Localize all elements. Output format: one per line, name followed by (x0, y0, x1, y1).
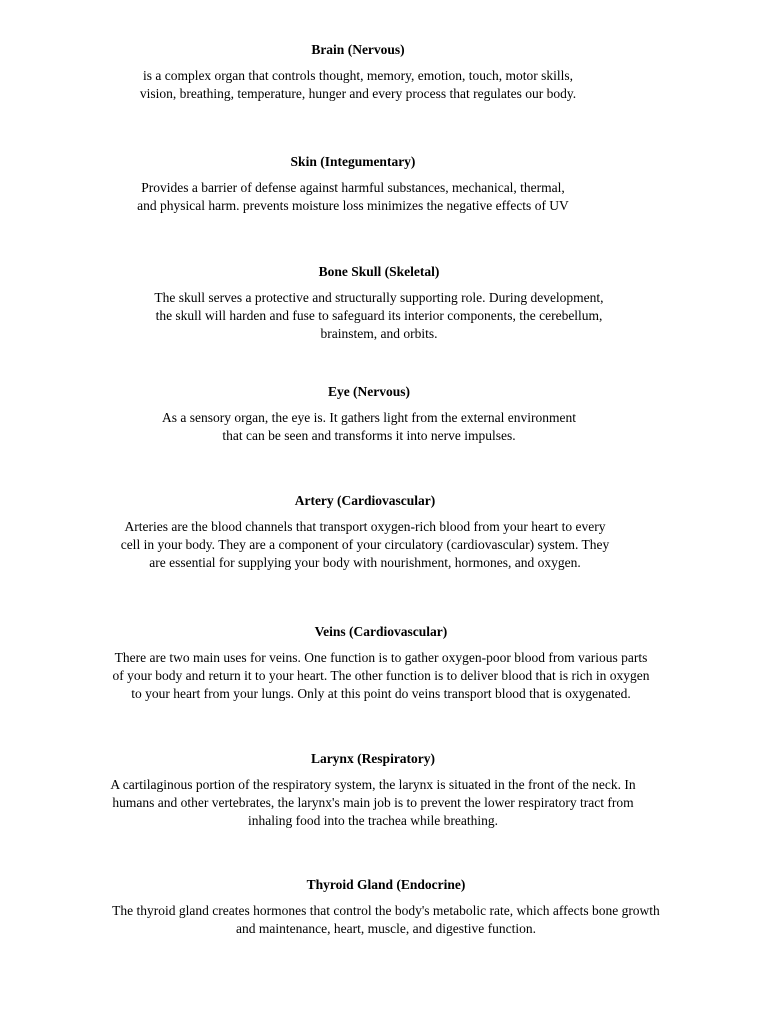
body-line: cell in your body. They are a component of your circulatory (cardiovascular) system. They (120, 537, 610, 552)
body-line: inhaling food into the trachea while breathing. (247, 813, 499, 828)
body-line: Arteries are the blood channels that transport oxygen-rich blood from your heart to every (124, 519, 606, 534)
body-line: is a complex organ that controls thought, memory, emotion, touch, motor skills, (142, 68, 574, 83)
body-line: As a sensory organ, the eye is. It gathers light from the external environment (161, 410, 576, 425)
body-line: and physical harm. prevents moisture loss minimizes the negative effects of UV (137, 198, 569, 213)
section-skin (40, 153, 666, 215)
section-eye (60, 383, 678, 445)
body-line: brainstem, and orbits. (320, 326, 438, 341)
body-line: and maintenance, heart, muscle, and digestive function. (236, 921, 536, 936)
body-line: of your body and return it to your heart. The other function is to deliver blood that is rich in oxygen (112, 668, 650, 683)
section-body (40, 518, 690, 572)
section-body (40, 67, 676, 103)
body-line: the skull will harden and fuse to safeguard its interior components, the cerebellum, (155, 308, 603, 323)
body-line: that can be seen and transforms it into nerve impulses. (222, 428, 516, 443)
body-line: The thyroid gland creates hormones that control the body's metabolic rate, which affects bone growth (112, 903, 660, 918)
section-title: Veins (Cardiovascular) (314, 624, 448, 639)
section-body (60, 289, 698, 343)
section-artery (40, 492, 690, 572)
body-line: A cartilaginous portion of the respiratory system, the larynx is situated in the front of the neck. In (110, 777, 636, 792)
body-line: Provides a barrier of defense against harmful substances, mechanical, thermal, (141, 180, 565, 195)
section-veins (40, 623, 722, 703)
section-title: Artery (Cardiovascular) (294, 493, 436, 508)
body-line: humans and other vertebrates, the larynx's main job is to prevent the lower respiratory tract from (112, 795, 634, 810)
section-body (40, 902, 732, 938)
section-body (40, 179, 666, 215)
section-title: Larynx (Respiratory) (310, 751, 436, 766)
section-body (60, 409, 678, 445)
section-thyroid-gland (40, 876, 732, 938)
body-line: are essential for supplying your body with nourishment, hormones, and oxygen. (149, 555, 581, 570)
section-title: Skin (Integumentary) (290, 154, 416, 169)
body-line: The skull serves a protective and structurally supporting role. During development, (154, 290, 604, 305)
section-bone-skull (60, 263, 698, 343)
section-title: Eye (Nervous) (327, 384, 411, 399)
section-larynx (40, 750, 706, 830)
body-line: vision, breathing, temperature, hunger and every process that regulates our body. (139, 86, 577, 101)
body-line: There are two main uses for veins. One function is to gather oxygen-poor blood from various parts (114, 650, 648, 665)
section-body (40, 776, 706, 830)
section-title: Thyroid Gland (Endocrine) (306, 877, 466, 892)
body-line: to your heart from your lungs. Only at this point do veins transport blood that is oxygenated. (131, 686, 631, 701)
section-title: Brain (Nervous) (311, 42, 405, 57)
section-brain (40, 41, 676, 103)
section-title: Bone Skull (Skeletal) (318, 264, 440, 279)
section-body (40, 649, 722, 703)
